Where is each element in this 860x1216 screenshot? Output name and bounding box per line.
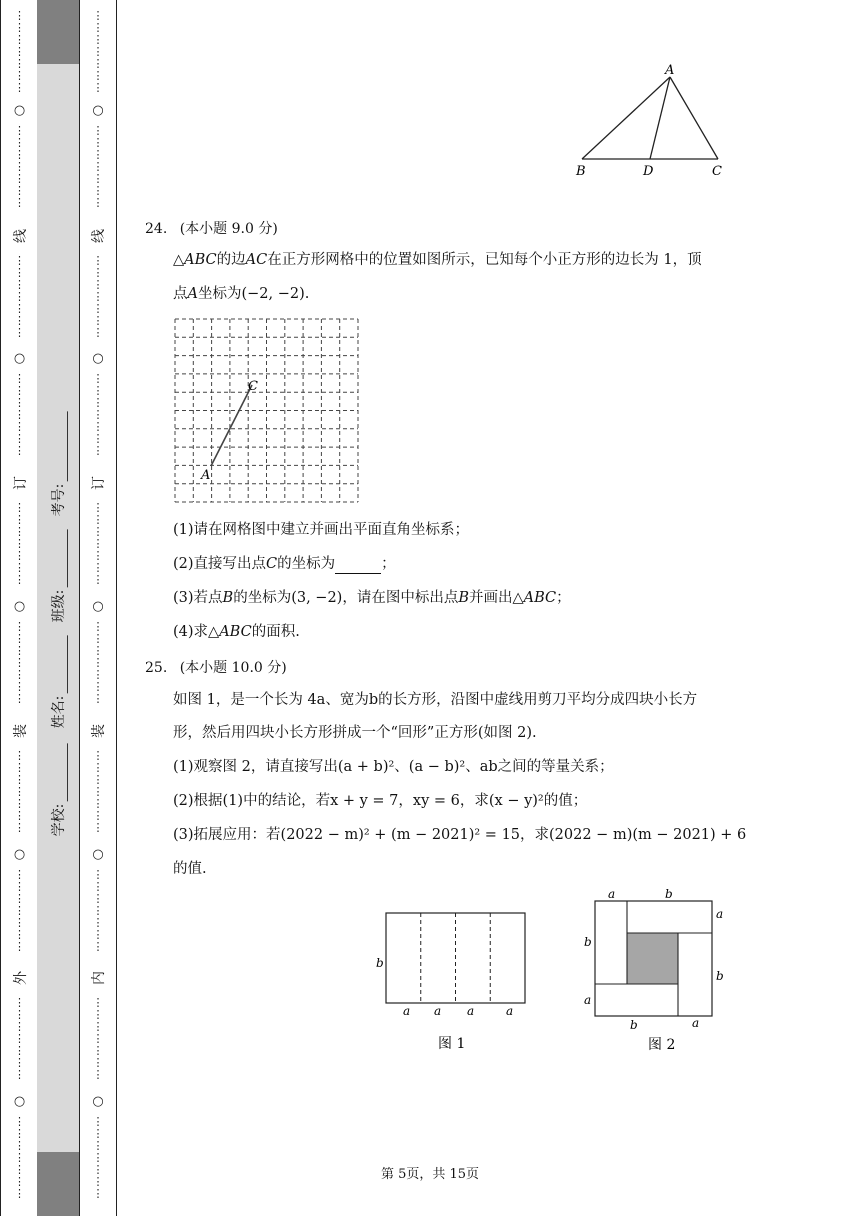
dot-line: ⋮ ⋮ ⋮ ⋮ ⋮ ⋮ ⋮ bbox=[14, 996, 25, 1081]
fig2-label-b: b bbox=[716, 969, 724, 983]
dot-line: ⋮ ⋮ ⋮ ⋮ ⋮ ⋮ ⋮ bbox=[92, 749, 104, 834]
question-24-sub2: (2)直接写出点C的坐标为 ； bbox=[173, 556, 396, 572]
fig1-label-a: a bbox=[403, 1004, 411, 1018]
question-24-header bbox=[145, 218, 278, 238]
binding-char-ding: 订 bbox=[91, 476, 107, 490]
question-number: 24. bbox=[145, 221, 168, 237]
circle-mark-icon: ○ bbox=[13, 1094, 26, 1109]
binding-char-xian: 线 bbox=[91, 229, 107, 243]
vertex-label-d: D bbox=[643, 164, 654, 179]
school-field[interactable]: 学校: bbox=[48, 744, 68, 837]
dot-line: ⋮ ⋮ ⋮ ⋮ ⋮ ⋮ ⋮ bbox=[14, 254, 25, 339]
exam-number-field[interactable]: 考号: bbox=[48, 412, 68, 517]
figure-2-square bbox=[580, 884, 730, 1056]
binding-char-zhuang: 装 bbox=[12, 724, 29, 738]
vertex-label-a: A bbox=[665, 63, 675, 78]
question-25-sub1: (1)观察图 2，请直接写出(a + b)²、(a − b)²、ab之间的等量关系； bbox=[173, 759, 614, 775]
question-24-sub1: (1)请在网格图中建立并画出平面直角坐标系； bbox=[173, 522, 470, 538]
binding-outer-column bbox=[0, 0, 39, 1216]
dot-line: ⋮ ⋮ ⋮ ⋮ ⋮ ⋮ ⋮ bbox=[92, 620, 104, 705]
dot-line: ⋮ ⋮ ⋮ ⋮ ⋮ ⋮ ⋮ bbox=[14, 749, 25, 834]
question-25-sub3: (3)拓展应用：若(2022 − m)² + (m − 2021)² = 15，求(2022 − m)(m − 2021) + 6 bbox=[173, 827, 747, 843]
fig2-label-a: a bbox=[692, 1016, 700, 1030]
binding-char-nei: 内 bbox=[91, 971, 107, 985]
question-24-line1: △ABC的边AC在正方形网格中的位置如图所示，已知每个小正方形的边长为 1，顶 bbox=[173, 252, 702, 268]
fig2-label-b: b bbox=[630, 1018, 638, 1032]
dot-line: ⋮ ⋮ ⋮ ⋮ ⋮ ⋮ ⋮ bbox=[92, 124, 104, 209]
dot-line: ⋮ ⋮ ⋮ ⋮ ⋮ ⋮ ⋮ bbox=[92, 372, 104, 457]
binding-char-xian: 线 bbox=[12, 229, 29, 243]
fig1-label-a: a bbox=[506, 1004, 514, 1018]
dot-line: ⋮ ⋮ ⋮ ⋮ ⋮ ⋮ ⋮ bbox=[14, 501, 25, 586]
student-info-strip bbox=[37, 0, 79, 1216]
triangle-abc-figure bbox=[570, 60, 730, 182]
fig2-caption: 图 2 bbox=[648, 1037, 676, 1053]
dot-line: ⋮ ⋮ ⋮ ⋮ ⋮ ⋮ ⋮ bbox=[92, 868, 104, 953]
dot-line: ⋮ ⋮ ⋮ ⋮ ⋮ ⋮ ⋮ bbox=[14, 372, 25, 457]
binding-inner-column bbox=[79, 0, 117, 1216]
circle-mark-icon: ○ bbox=[92, 1094, 104, 1109]
circle-mark-icon: ○ bbox=[13, 351, 26, 366]
question-score: (本小题 9.0 分) bbox=[179, 221, 278, 237]
dot-line: ⋮ ⋮ ⋮ ⋮ ⋮ ⋮ ⋮ bbox=[92, 254, 104, 339]
dot-line: ⋮ ⋮ ⋮ ⋮ ⋮ ⋮ ⋮ bbox=[92, 996, 104, 1081]
dot-line: ⋮ ⋮ ⋮ ⋮ ⋮ ⋮ ⋮ bbox=[14, 124, 25, 209]
circle-mark-icon: ○ bbox=[92, 847, 104, 862]
fig2-label-a: a bbox=[716, 907, 724, 921]
fig1-label-a: a bbox=[467, 1004, 475, 1018]
question-25-sub2: (2)根据(1)中的结论，若x + y = 7，xy = 6，求(x − y)²的值； bbox=[173, 793, 588, 809]
strip-top-block bbox=[37, 0, 79, 64]
fig2-label-a: a bbox=[584, 993, 592, 1007]
circle-mark-icon: ○ bbox=[92, 103, 104, 118]
circle-mark-icon: ○ bbox=[13, 599, 26, 614]
vertex-label-c: C bbox=[712, 164, 722, 179]
question-25-sub3-cont: 的值. bbox=[173, 861, 207, 877]
dot-line: ⋮ ⋮ ⋮ ⋮ ⋮ ⋮ ⋮ bbox=[92, 1115, 104, 1200]
fig1-caption: 图 1 bbox=[438, 1036, 466, 1052]
fig2-label-b: b bbox=[584, 935, 592, 949]
binding-char-ding: 订 bbox=[12, 476, 29, 490]
class-field[interactable]: 班级: bbox=[48, 530, 68, 623]
strip-bottom-block bbox=[37, 1152, 79, 1216]
grid-label-a: A bbox=[201, 468, 211, 483]
answer-blank[interactable] bbox=[335, 559, 381, 574]
question-24-sub4: (4)求△ABC的面积. bbox=[173, 624, 300, 640]
question-25-line2: 形，然后用四块小长方形拼成一个“回形”正方形(如图 2). bbox=[173, 725, 537, 741]
question-25-header bbox=[145, 657, 287, 677]
question-25-line1: 如图 1，是一个长为 4a、宽为b的长方形，沿图中虚线用剪刀平均分成四块小长方 bbox=[173, 692, 698, 708]
dot-line: ⋮ ⋮ ⋮ ⋮ ⋮ ⋮ ⋮ bbox=[14, 1115, 25, 1200]
dot-line: ⋮ ⋮ ⋮ ⋮ ⋮ ⋮ ⋮ bbox=[92, 501, 104, 586]
question-24-sub3: (3)若点B的坐标为(3, −2)，请在图中标出点B并画出△ABC； bbox=[173, 590, 571, 606]
page-footer: 第 5页，共 15页 bbox=[380, 1167, 480, 1182]
square-grid-figure bbox=[172, 316, 362, 506]
question-24-line2: 点A坐标为(−2, −2). bbox=[173, 286, 310, 302]
dot-line: ⋮ ⋮ ⋮ ⋮ ⋮ ⋮ ⋮ bbox=[14, 868, 25, 953]
dot-line: ⋮ ⋮ ⋮ ⋮ ⋮ ⋮ ⋮ bbox=[14, 620, 25, 705]
fig2-label-a: a bbox=[608, 887, 616, 901]
circle-mark-icon: ○ bbox=[13, 847, 26, 862]
circle-mark-icon: ○ bbox=[92, 599, 104, 614]
figure-1-rectangle bbox=[370, 905, 535, 1055]
dot-line: ⋮ ⋮ ⋮ ⋮ ⋮ ⋮ ⋮ bbox=[14, 9, 25, 94]
binding-char-zhuang: 装 bbox=[91, 724, 107, 738]
circle-mark-icon: ○ bbox=[92, 351, 104, 366]
fig1-label-b: b bbox=[376, 956, 384, 970]
fig1-label-a: a bbox=[434, 1004, 442, 1018]
dot-line: ⋮ ⋮ ⋮ ⋮ ⋮ ⋮ ⋮ bbox=[92, 9, 104, 94]
question-number: 25. bbox=[145, 660, 168, 676]
fig2-label-b: b bbox=[665, 887, 673, 901]
circle-mark-icon: ○ bbox=[13, 103, 26, 118]
grid-label-c: C bbox=[248, 379, 258, 394]
name-field[interactable]: 姓名: bbox=[48, 636, 68, 729]
question-score: (本小题 10.0 分) bbox=[179, 660, 287, 676]
vertex-label-b: B bbox=[576, 164, 586, 179]
binding-char-wai: 外 bbox=[12, 971, 29, 985]
